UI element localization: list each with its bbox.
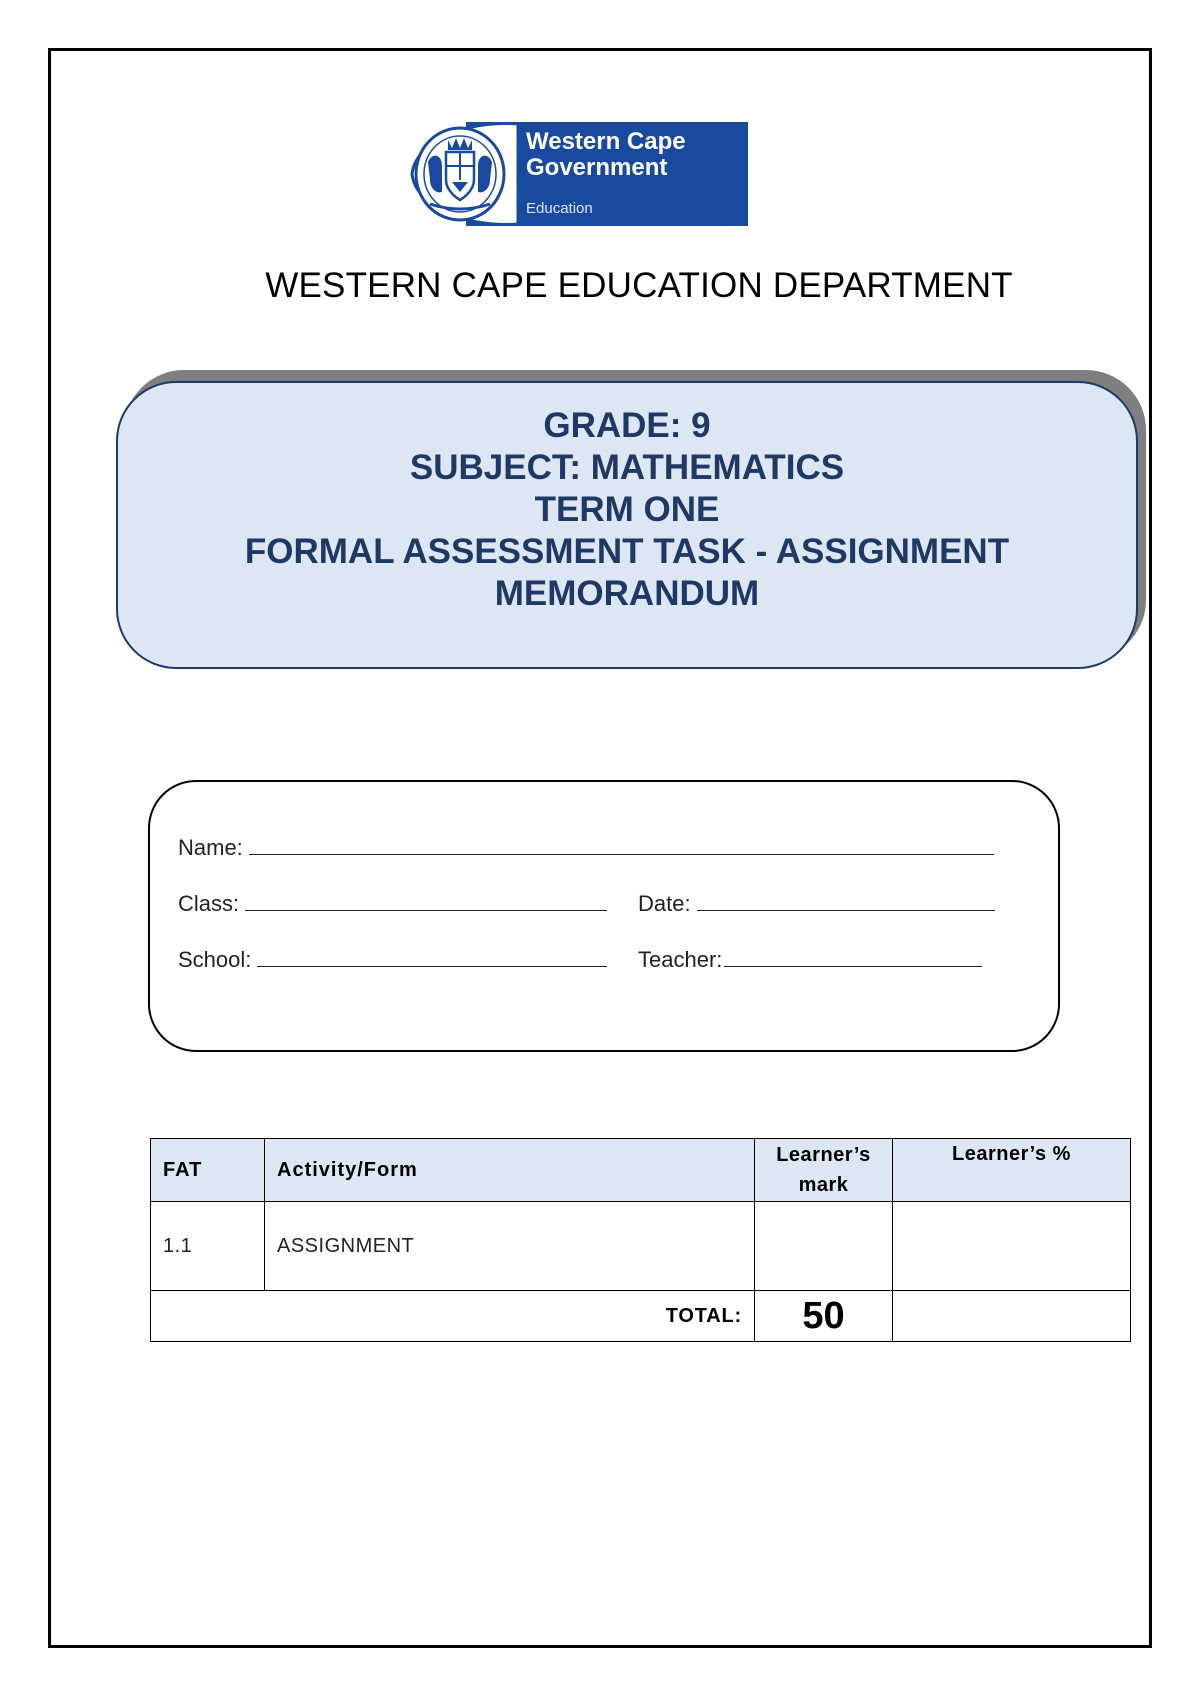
school-label: School: — [178, 947, 252, 972]
total-value: 50 — [755, 1291, 893, 1342]
table-header-row — [151, 1139, 1131, 1202]
logo-line-1: Western Cape — [526, 128, 686, 155]
cell-learner-mark[interactable] — [755, 1202, 893, 1291]
wcg-logo — [408, 122, 748, 226]
class-field[interactable] — [245, 890, 607, 911]
date-field[interactable] — [697, 890, 995, 911]
name-field[interactable] — [249, 834, 994, 855]
class-row — [178, 890, 607, 917]
header-learner-mark: Learner’s mark — [755, 1139, 893, 1202]
logo-line-2: Government — [526, 154, 668, 181]
logo-line-3: Education — [526, 200, 593, 217]
task-line: FORMAL ASSESSMENT TASK - ASSIGNMENT — [244, 532, 1010, 571]
school-field[interactable] — [257, 946, 607, 967]
learner-info-box — [148, 780, 1060, 1052]
teacher-label: Teacher: — [638, 947, 723, 972]
cell-activity: ASSIGNMENT — [265, 1202, 755, 1291]
title-box — [116, 381, 1138, 669]
doc-type-line: MEMORANDUM — [494, 574, 760, 613]
teacher-field[interactable] — [724, 946, 982, 967]
term-line: TERM ONE — [534, 490, 720, 529]
grade-line: GRADE: 9 — [543, 406, 711, 445]
table-row — [151, 1202, 1131, 1291]
date-label: Date: — [638, 891, 691, 916]
class-label: Class: — [178, 891, 240, 916]
school-row — [178, 946, 607, 973]
total-label: TOTAL: — [151, 1291, 755, 1342]
fat-table — [150, 1138, 1131, 1342]
header-fat: FAT — [151, 1139, 265, 1202]
header-activity: Activity/Form — [265, 1139, 755, 1202]
date-row — [638, 890, 995, 917]
name-row — [178, 834, 994, 861]
cell-learner-percent[interactable] — [893, 1202, 1131, 1291]
subject-line: SUBJECT: MATHEMATICS — [409, 448, 845, 487]
total-row — [151, 1291, 1131, 1342]
department-title: WESTERN CAPE EDUCATION DEPARTMENT — [265, 266, 1013, 305]
total-percent-cell[interactable] — [893, 1291, 1131, 1342]
cell-fat: 1.1 — [151, 1202, 265, 1291]
teacher-row — [638, 946, 982, 973]
header-learner-percent: Learner’s % — [893, 1139, 1131, 1202]
name-label: Name: — [178, 835, 243, 860]
